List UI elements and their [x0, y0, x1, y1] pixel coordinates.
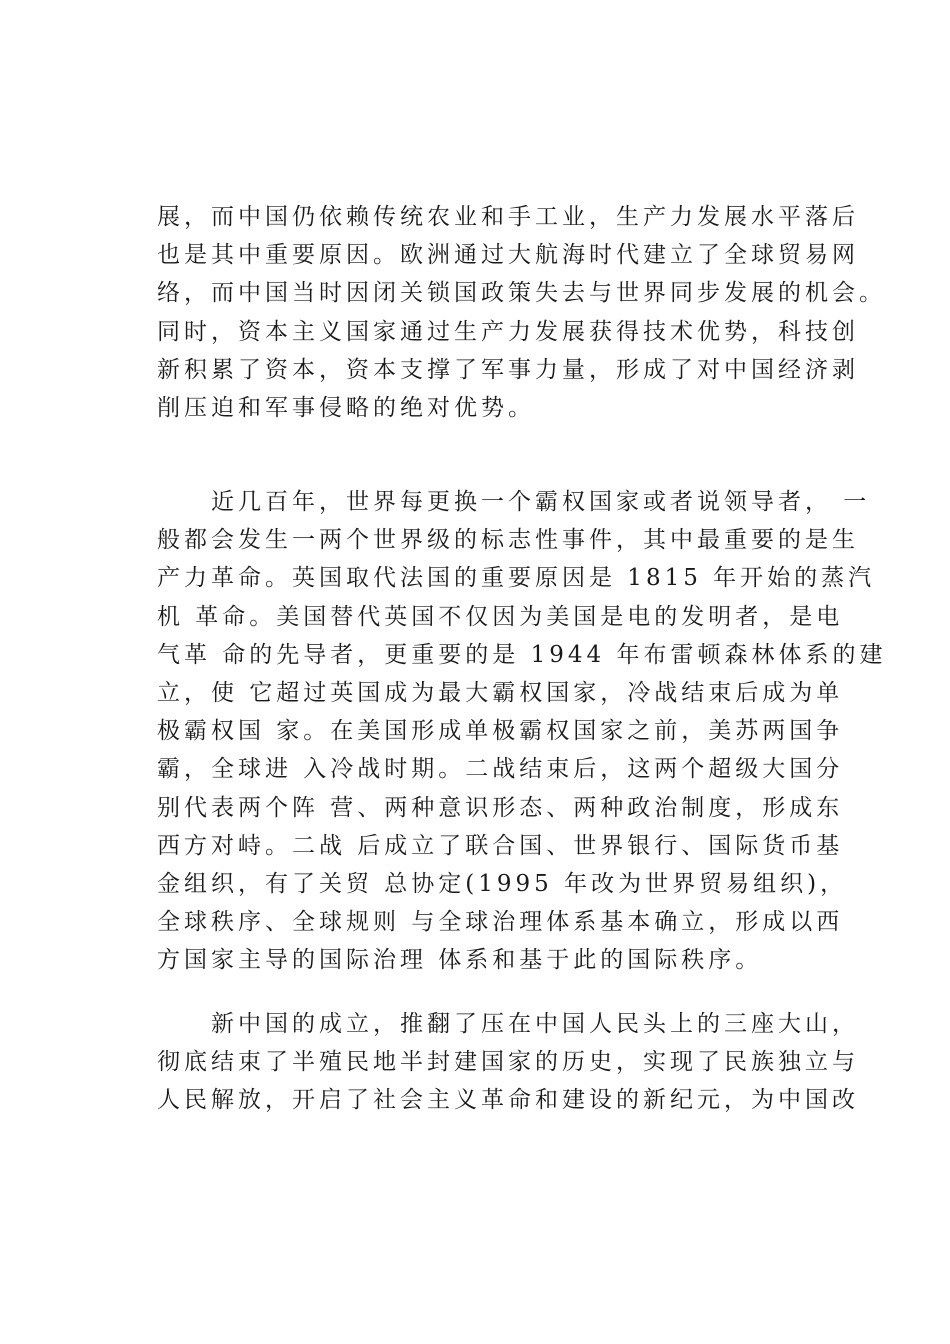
text-line: 西方对峙。二战 后成立了联合国、世界银行、国际货币基	[157, 832, 844, 859]
text-line: 也是其中重要原因。欧洲通过大航海时代建立了全球贸易网	[157, 242, 859, 269]
text-line: 极霸权国 家。在美国形成单极霸权国家之前，美苏两国争	[157, 718, 844, 745]
text-line: 产力革命。英国取代法国的重要原因是 1815 年开始的蒸汽	[157, 565, 876, 592]
text-line: 彻底结束了半殖民地半封建国家的历史，实现了民族独立与	[157, 1049, 859, 1076]
text-line: 立，使 它超过英国成为最大霸权国家，冷战结束后成为单	[157, 679, 844, 706]
text-line: 络，而中国当时因闭关锁国政策失去与世界同步发展的机会。	[157, 280, 886, 307]
text-line: 别代表两个阵 营、两种意识形态、两种政治制度，形成东	[157, 794, 844, 821]
text-line: 机 革命。美国替代英国不仅因为美国是电的发明者，是电	[157, 603, 844, 630]
paragraph-3	[157, 1005, 859, 1120]
paragraph-1	[157, 198, 886, 427]
text-line: 人民解放，开启了社会主义革命和建设的新纪元，为中国改	[157, 1087, 859, 1114]
text-line: 新中国的成立，推翻了压在中国人民头上的三座大山，	[157, 1011, 859, 1037]
text-line: 新积累了资本，资本支撑了军事力量，形成了对中国经济剥	[157, 356, 859, 383]
paragraph-2	[157, 483, 887, 979]
text-line: 般都会发生一两个世界级的标志性事件，其中最重要的是生	[157, 527, 859, 554]
text-line: 全球秩序、全球规则 与全球治理体系基本确立，形成以西	[157, 909, 844, 936]
text-line: 方国家主导的国际治理 体系和基于此的国际秩序。	[157, 947, 763, 974]
text-line: 近几百年，世界每更换一个霸权国家或者说领导者， 一	[157, 489, 871, 515]
text-line: 同时，资本主义国家通过生产力发展获得技术优势，科技创	[157, 318, 859, 345]
text-line: 金组织，有了关贸 总协定(1995 年改为世界贸易组织)，	[157, 870, 848, 897]
text-line: 削压迫和军事侵略的绝对优势。	[157, 394, 535, 421]
text-line: 霸，全球进 入冷战时期。二战结束后，这两个超级大国分	[157, 756, 844, 783]
text-line: 气革 命的先导者，更重要的是 1944 年布雷顿森林体系的建	[157, 641, 887, 668]
text-line: 展，而中国仍依赖传统农业和手工业，生产力发展水平落后	[157, 204, 859, 230]
